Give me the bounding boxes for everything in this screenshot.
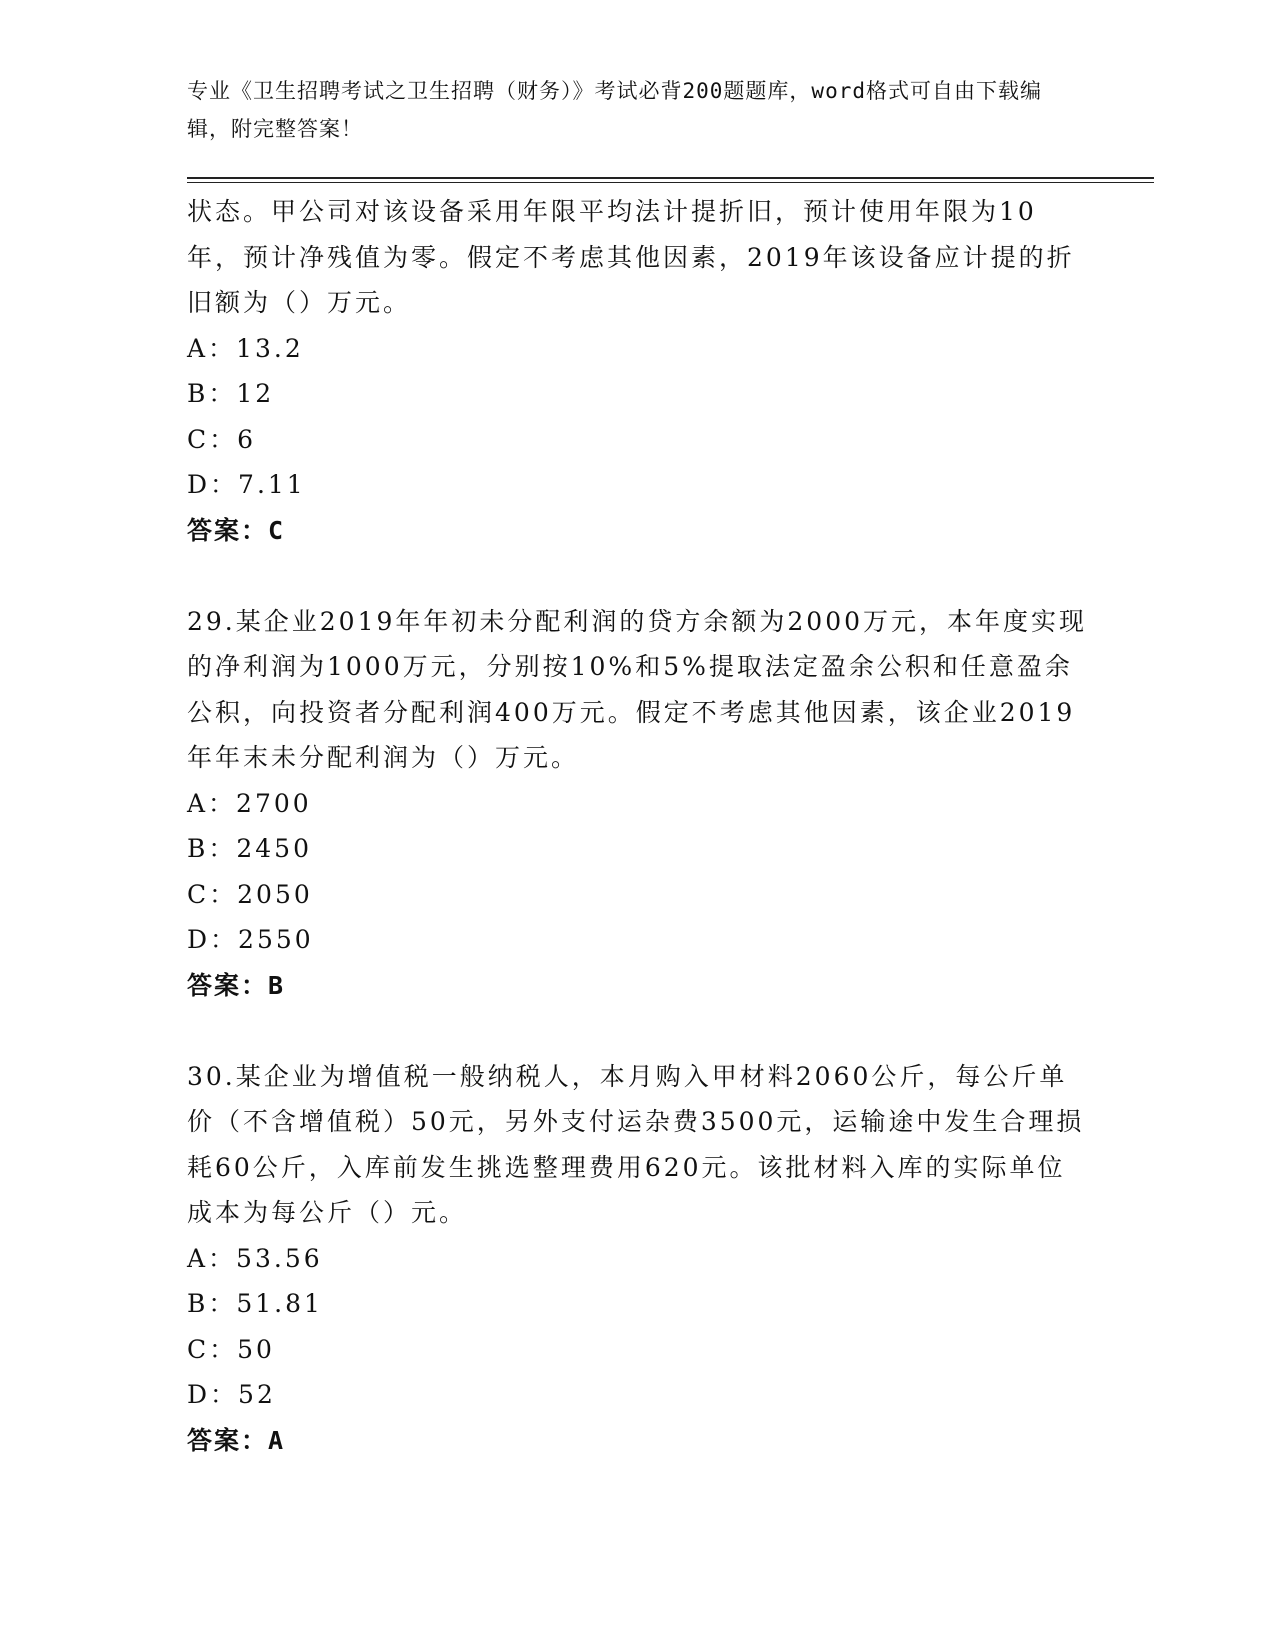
option-a: A：13.2	[187, 333, 304, 363]
question-block-30	[187, 1054, 1087, 1464]
answer-value: B	[268, 970, 286, 1000]
option-b: B：2450	[187, 834, 312, 863]
answer-value: C	[268, 515, 286, 545]
spacer	[187, 553, 1087, 599]
question-stem: 30.某企业为增值税一般纳税人，本月购入甲材料2060公斤，每公斤单价（不含增值税）50元，另外支付运杂费3500元，运输途中发生合理损耗60公斤，入库前发生挑选整理费用620元。该批材料入库的实际单位成本为每公斤（）元。	[187, 1061, 1085, 1227]
option-d: D：2550	[187, 925, 314, 954]
option-b: B：12	[187, 379, 275, 408]
option-c: C：50	[187, 1334, 275, 1364]
question-stem: 状态。甲公司对该设备采用年限平均法计提折旧，预计使用年限为10年，预计净残值为零。假定不考虑其他因素，2019年该设备应计提的折旧额为（）万元。	[187, 197, 1075, 317]
answer-label: 答案：	[187, 970, 269, 1000]
question-block-29	[187, 599, 1087, 1009]
option-b: B：51.81	[187, 1289, 323, 1318]
answer-line	[187, 508, 1087, 554]
page-header	[187, 72, 1067, 148]
option-d: D：7.11	[187, 470, 306, 499]
question-block-28	[187, 189, 1087, 553]
question-stem: 29.某企业2019年年初未分配利润的贷方余额为2000万元，本年度实现的净利润为1000万元，分别按10%和5%提取法定盈余公积和任意盈余公积，向投资者分配利润400万元。假定不考虑其他因素，该企业2019年年末未分配利润为（）万元。	[187, 606, 1088, 772]
header-divider-thin	[187, 182, 1154, 183]
answer-label: 答案：	[187, 515, 269, 545]
question-list	[187, 189, 1087, 1463]
option-c: C：2050	[187, 879, 313, 909]
answer-label: 答案：	[187, 1425, 269, 1455]
option-c: C：6	[187, 424, 257, 454]
header-divider-thick	[187, 177, 1154, 179]
option-a: A：2700	[187, 788, 312, 818]
option-d: D：52	[187, 1380, 276, 1409]
spacer	[187, 1008, 1087, 1054]
answer-value: A	[268, 1425, 286, 1455]
header-title: 专业《卫生招聘考试之卫生招聘（财务）》考试必背200题题库，word格式可自由下载编辑，附完整答案！	[187, 79, 1042, 141]
answer-line	[187, 1418, 1087, 1464]
option-a: A：53.56	[187, 1243, 323, 1273]
answer-line	[187, 963, 1087, 1009]
